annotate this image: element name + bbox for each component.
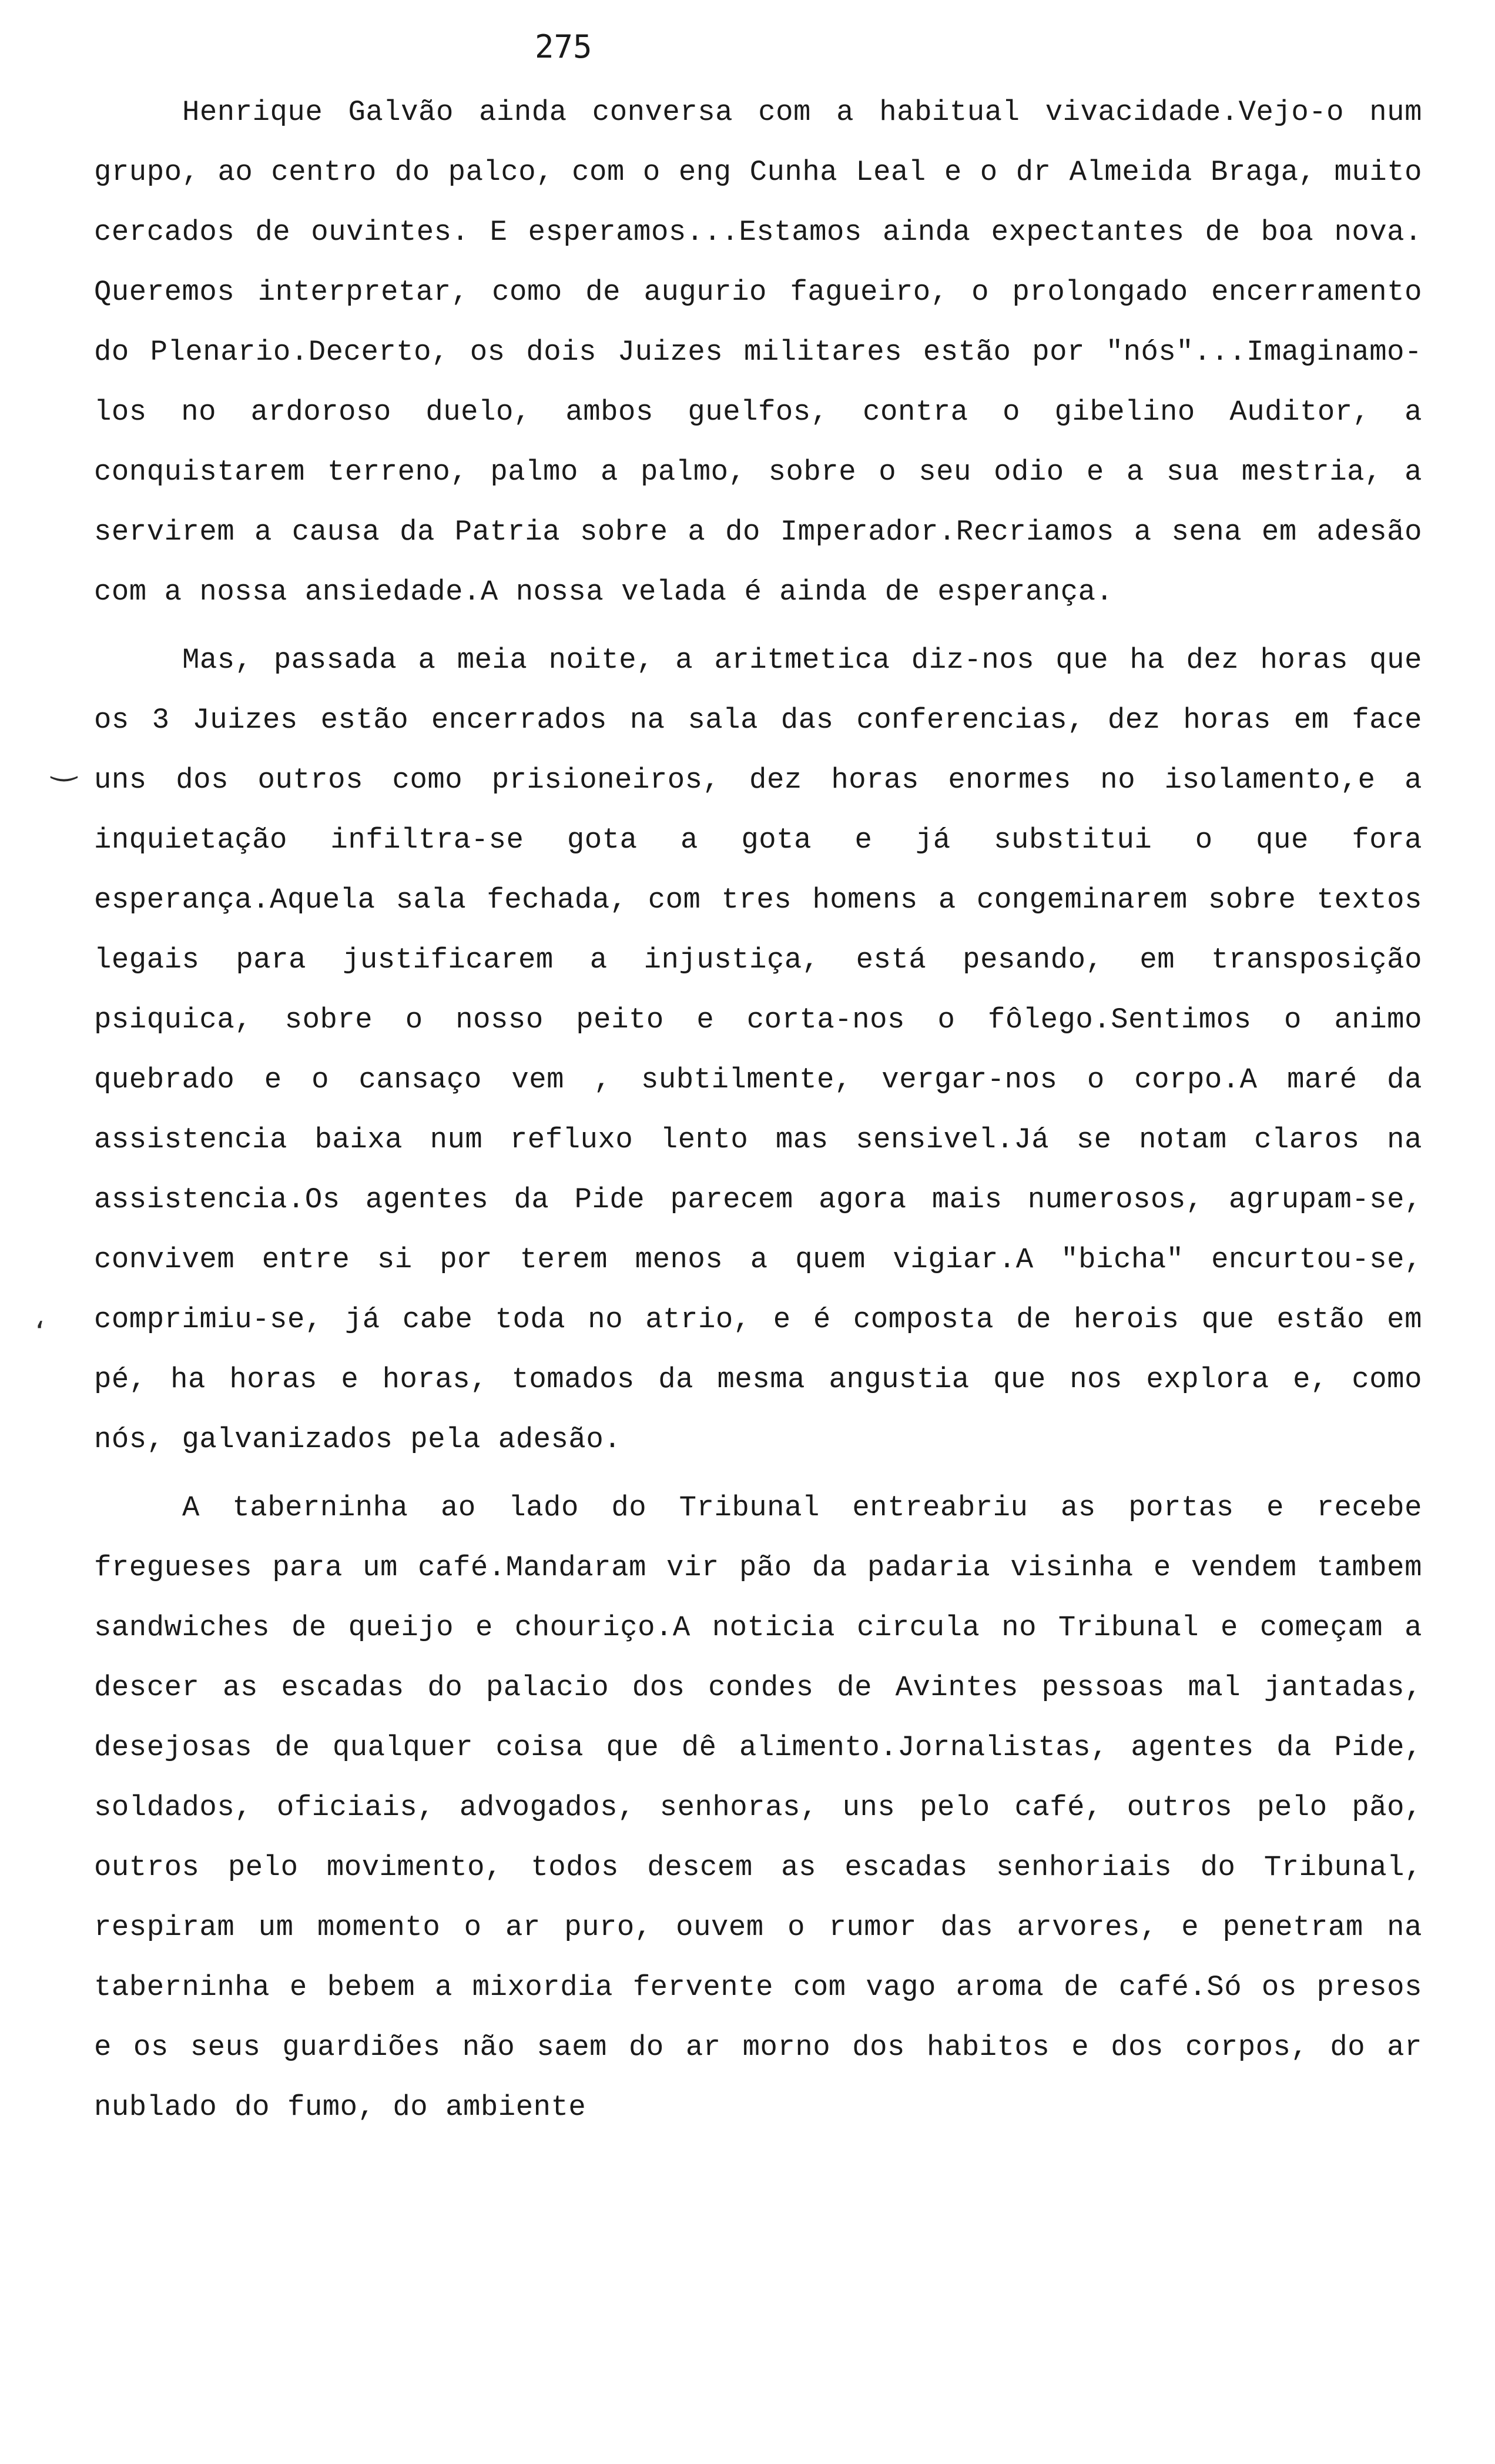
paragraph-2: Mas, passada a meia noite, a aritmetica diz-nos que ha dez horas que os 3 Juizes estão encerrados na sala das conferencias, dez horas em face uns dos outros como prisioneiros, dez horas enormes no isolamento,e a inquietação infiltra-se gota a gota e já substitui o que fora esperança.Aquela sala fechada, com tres homens a congeminarem sobre textos legais para justificarem a injustiça, está pesando, em transposição psiquica, sobre o nosso peito e corta-nos o fôlego.Sentimos o animo quebrado e o cansaço vem , subtilmente, vergar-nos o corpo.A maré da assistencia baixa num refluxo lento mas sensivel.Já se notam claros na assistencia.Os agentes da Pide parecem agora mais numerosos, agrupam-se, convivem entre si por terem menos a quem vigiar.A "bicha" encurtou-se, comprimiu-se, já cabe toda no atrio, e é composta de herois que estão em pé, ha horas e horas, tomados da mesma angustia que nos explora e, como nós, galvanizados pela adesão. [94,644,1422,1456]
document-body [94,82,1422,2137]
paragraph-3: A taberninha ao lado do Tribunal entreabriu as portas e recebe fregueses para um café.Mandaram vir pão da padaria visinha e vendem tambem sandwiches de queijo e chouriço.A noticia circula no Tribunal e começam a descer as escadas do palacio dos condes de Avintes pessoas mal jantadas, desejosas de qualquer coisa que dê alimento.Jornalistas, agentes da Pide, soldados, oficiais, advogados, senhoras, uns pelo café, outros pelo pão, outros pelo movimento, todos descem as escadas senhoriais do Tribunal, respiram um momento o ar puro, ouvem o rumor das arvores, e penetram na taberninha e bebem a mixordia fervente com vago aroma de café.Só os presos e os seus guardiões não saem do ar morno dos habitos e dos corpos, do ar nublado do fumo, do ambiente [94,1491,1422,2124]
margin-mark-left-1: ‿ [52,746,76,782]
page-number: 275 [535,28,592,65]
paragraph-1: Henrique Galvão ainda conversa com a habitual vivacidade.Vejo-o num grupo, ao centro do palco, com o eng Cunha Leal e o dr Almeida Braga, muito cercados de ouvintes. E esperamos...Estamos ainda expectantes de boa nova. Queremos interpretar, como de augurio fagueiro, o prolongado encerramento do Plenario.Decerto, os dois Juizes militares estão por "nós"...Imaginamo-los no ardoroso duelo, ambos guelfos, contra o gibelino Auditor, a conquistarem terreno, palmo a palmo, sobre o seu odio e a sua mestria, a servirem a causa da Patria sobre a do Imperador.Recriamos a sena em adesão com a nossa ansiedade.A nossa velada é ainda de esperança. [94,96,1422,608]
margin-mark-left-2: ‘ [35,1315,45,1351]
